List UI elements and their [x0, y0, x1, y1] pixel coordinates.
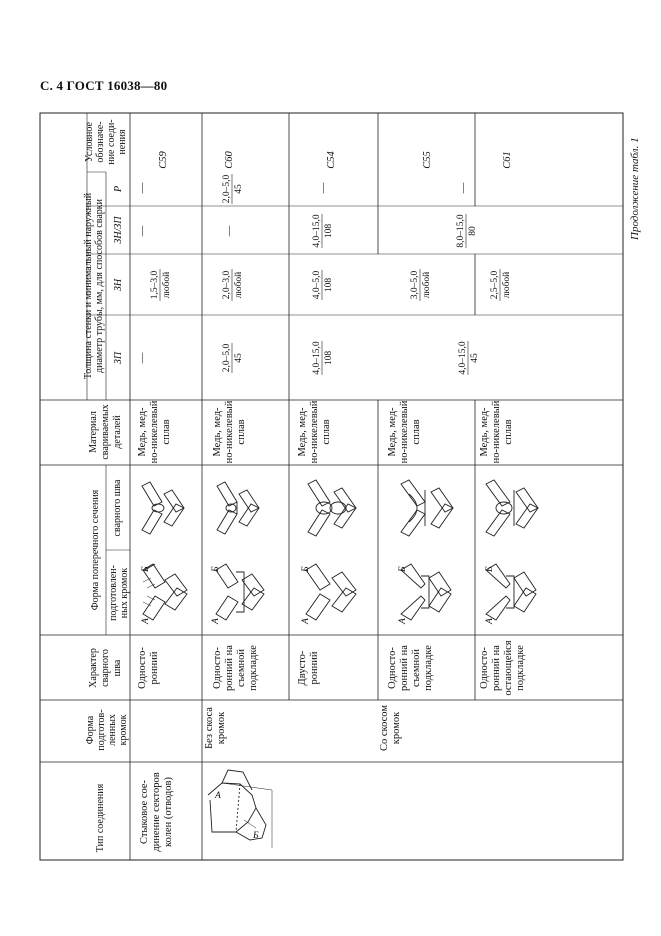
svg-text:сплав: сплав — [503, 419, 514, 445]
svg-text:любой: любой — [234, 271, 244, 299]
svg-text:2,5–5,0: 2,5–5,0 — [490, 270, 500, 300]
svg-text:108: 108 — [324, 277, 334, 293]
svg-text:Односто-: Односто- — [387, 647, 398, 689]
code-c61: С61 — [502, 151, 513, 169]
svg-text:диаметр трубы, мм, для способо: диаметр трубы, мм, для способов сварки — [94, 199, 105, 373]
svg-text:А: А — [211, 618, 221, 624]
svg-text:подготовлен-: подготовлен- — [108, 565, 119, 621]
svg-text:А: А — [301, 618, 311, 624]
svg-text:4,0–15,0: 4,0–15,0 — [312, 214, 322, 248]
sketch-label-b: Б — [253, 831, 259, 841]
svg-text:А: А — [141, 618, 151, 624]
code-c59: С59 — [158, 151, 169, 169]
svg-text:ронний на: ронний на — [491, 645, 502, 691]
svg-text:Б: Б — [141, 566, 151, 572]
svg-text:Б: Б — [301, 566, 311, 572]
svg-text:2,0–3,0: 2,0–3,0 — [222, 270, 232, 300]
svg-text:1,5–3,0: 1,5–3,0 — [150, 270, 160, 300]
svg-text:но-никелевый: но-никелевый — [309, 400, 320, 464]
svg-text:сварного шва: сварного шва — [112, 479, 123, 537]
svg-text:сплав: сплав — [236, 419, 247, 445]
svg-text:ронний на: ронний на — [399, 645, 410, 691]
svg-text:кромок: кромок — [391, 711, 402, 745]
svg-text:Односто-: Односто- — [479, 647, 490, 689]
svg-text:ЗН/ЗП: ЗН/ЗП — [113, 216, 124, 244]
svg-text:деталей: деталей — [112, 415, 123, 449]
svg-text:2,0–5,0: 2,0–5,0 — [222, 174, 232, 204]
svg-text:—: — — [137, 182, 148, 194]
svg-text:Медь, мед-: Медь, мед- — [297, 407, 308, 457]
svg-text:обозначе-: обозначе- — [95, 121, 106, 163]
weld-seam-sketches — [142, 480, 538, 536]
row-c55 — [387, 151, 480, 691]
svg-text:Медь, мед-: Медь, мед- — [479, 407, 490, 457]
svg-text:4,0–15,0: 4,0–15,0 — [458, 341, 468, 375]
svg-text:съемной: съемной — [236, 649, 247, 687]
header-methods — [113, 186, 124, 364]
svg-text:Медь, мед-: Медь, мед- — [387, 407, 398, 457]
svg-text:Толщина стенки и минимальный н: Толщина стенки и минимальный наружный — [83, 192, 94, 380]
svg-text:сварного: сварного — [100, 649, 111, 687]
header-material — [88, 404, 123, 459]
svg-text:ных кромок: ных кромок — [119, 567, 130, 619]
connection-type-cell — [139, 772, 174, 851]
svg-text:8,0–15,0: 8,0–15,0 — [456, 214, 466, 248]
svg-text:свариваемых: свариваемых — [100, 404, 111, 460]
svg-text:—: — — [137, 352, 148, 364]
row-c54 — [297, 151, 337, 686]
header-seam-character — [88, 648, 123, 688]
svg-text:шва: шва — [112, 659, 123, 677]
svg-text:4,0–5,0: 4,0–5,0 — [312, 270, 322, 300]
svg-text:80: 80 — [468, 226, 478, 236]
svg-text:Материал: Материал — [88, 411, 99, 453]
code-c55: С55 — [422, 151, 433, 169]
svg-text:108: 108 — [324, 223, 334, 239]
edge-form-no-bevel — [204, 707, 227, 749]
svg-text:остающейся: остающейся — [503, 640, 514, 696]
svg-text:ние соеди-: ние соеди- — [106, 119, 117, 165]
page-header: С. 4 ГОСТ 16038—80 — [40, 78, 168, 93]
svg-text:ЗП: ЗП — [113, 351, 124, 365]
svg-text:108: 108 — [324, 350, 334, 366]
code-c60: С60 — [224, 151, 235, 169]
svg-text:Двусто-: Двусто- — [297, 650, 308, 686]
svg-text:ронний: ронний — [309, 651, 320, 685]
svg-text:Б: Б — [211, 566, 221, 572]
svg-text:любой: любой — [162, 271, 172, 299]
svg-text:ЗН: ЗН — [113, 278, 124, 292]
svg-text:Р: Р — [113, 185, 124, 193]
svg-text:—: — — [224, 225, 235, 237]
svg-text:Односто-: Односто- — [137, 647, 148, 689]
svg-text:подготов-: подготов- — [96, 709, 107, 751]
elbow-sketch — [208, 770, 272, 848]
svg-text:4,0–15,0: 4,0–15,0 — [312, 341, 322, 375]
svg-text:Стыковое сое-: Стыковое сое- — [139, 779, 150, 845]
header-edge-form — [85, 709, 129, 750]
svg-text:сплав: сплав — [161, 419, 172, 445]
svg-text:45: 45 — [470, 353, 480, 363]
svg-text:3,0–5,0: 3,0–5,0 — [410, 270, 420, 300]
svg-text:Б: Б — [398, 566, 408, 572]
row-c59 — [137, 151, 172, 689]
table-caption: Продолжение табл. 1 — [629, 137, 641, 240]
svg-text:сплав: сплав — [411, 419, 422, 445]
svg-text:сплав: сплав — [321, 419, 332, 445]
svg-text:любой: любой — [502, 271, 512, 299]
svg-text:динение секторов: динение секторов — [151, 772, 162, 852]
svg-text:подкладке: подкладке — [515, 645, 526, 691]
svg-text:Медь, мед-: Медь, мед- — [137, 407, 148, 457]
svg-text:45: 45 — [234, 353, 244, 363]
svg-text:кромок: кромок — [216, 711, 227, 745]
svg-text:45: 45 — [234, 184, 244, 194]
svg-text:А: А — [485, 618, 495, 624]
svg-text:Медь, мед-: Медь, мед- — [212, 407, 223, 457]
svg-text:Форма: Форма — [85, 715, 96, 745]
svg-text:ленных: ленных — [107, 714, 118, 746]
svg-text:Условное: Условное — [84, 122, 95, 162]
svg-text:А: А — [398, 618, 408, 624]
svg-text:но-никелевый: но-никелевый — [399, 400, 410, 464]
svg-text:Б: Б — [485, 566, 495, 572]
code-c54: С54 — [326, 151, 337, 169]
sketch-label-a: А — [215, 791, 221, 801]
svg-text:ронний на: ронний на — [224, 645, 235, 691]
svg-text:подкладке: подкладке — [423, 645, 434, 691]
svg-text:но-никелевый: но-никелевый — [149, 400, 160, 464]
header-thickness — [83, 192, 105, 379]
svg-text:колен (отводов): колен (отводов) — [163, 777, 174, 847]
svg-text:ронний: ронний — [149, 651, 160, 685]
svg-text:но-никелевый: но-никелевый — [491, 400, 502, 464]
svg-text:—: — — [318, 182, 329, 194]
svg-text:Односто-: Односто- — [212, 647, 223, 689]
header-connection-type — [95, 783, 106, 852]
svg-text:Форма поперечного сечения: Форма поперечного сечения — [90, 489, 101, 611]
svg-text:Со скосом: Со скосом — [379, 705, 390, 751]
svg-text:Характер: Характер — [88, 648, 99, 688]
svg-text:—: — — [137, 225, 148, 237]
svg-text:кромок: кромок — [118, 714, 129, 746]
svg-text:любой: любой — [422, 271, 432, 299]
svg-text:съемной: съемной — [411, 649, 422, 687]
svg-text:—: — — [458, 182, 469, 194]
svg-text:Тип соединения: Тип соединения — [95, 783, 106, 853]
svg-text:нения: нения — [117, 129, 128, 155]
svg-text:2,0–5,0: 2,0–5,0 — [222, 343, 232, 373]
header-designation — [84, 119, 128, 164]
svg-text:но-никелевый: но-никелевый — [224, 400, 235, 464]
svg-text:Без скоса: Без скоса — [204, 707, 215, 749]
svg-text:подкладке: подкладке — [248, 645, 259, 691]
edge-form-bevel — [379, 705, 402, 751]
